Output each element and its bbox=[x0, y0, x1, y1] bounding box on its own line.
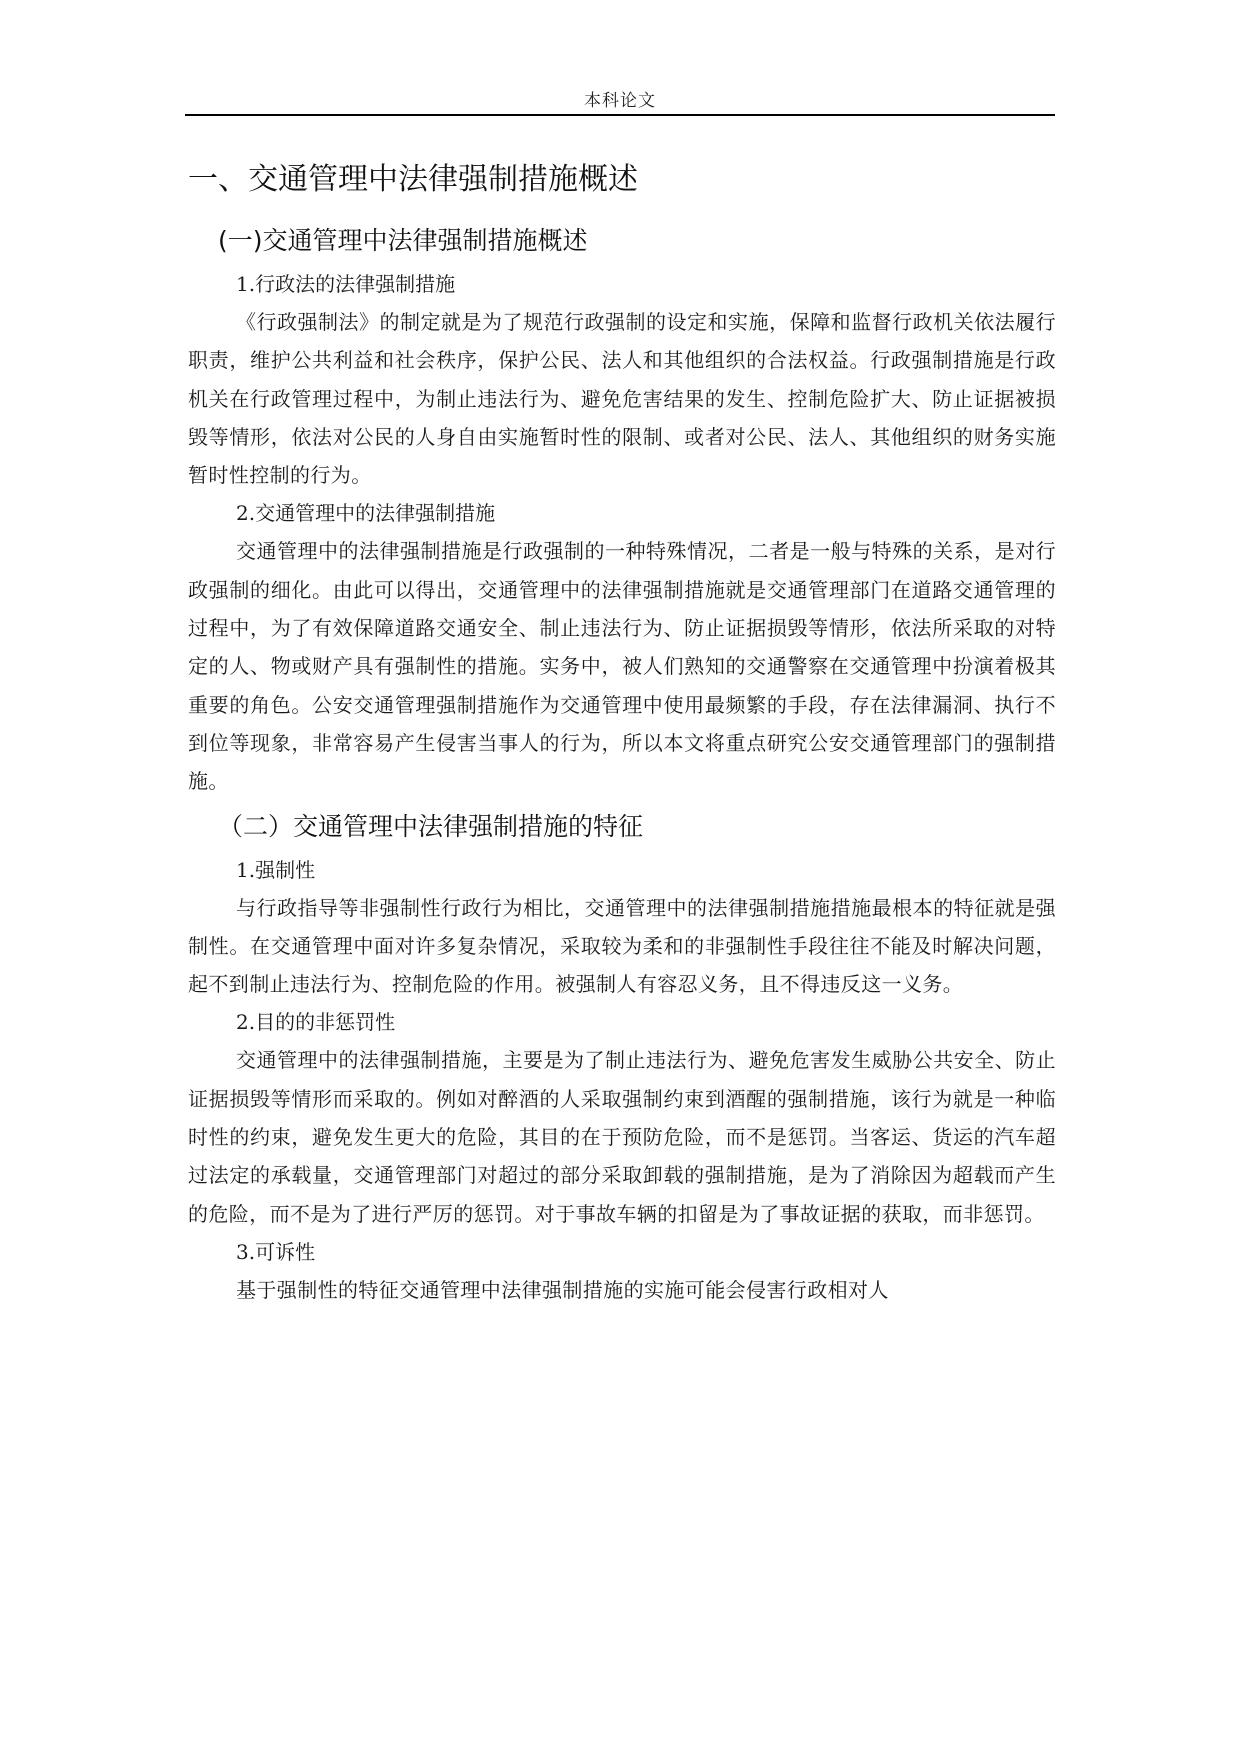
subsection-heading-2-3: 3.可诉性 bbox=[236, 1239, 316, 1264]
chapter-heading: 一、交通管理中法律强制措施概述 bbox=[188, 162, 638, 197]
paragraph-2-1: 与行政指导等非强制性行政行为相比，交通管理中的法律强制措施措施最根本的特征就是强制性。在交通管理中面对许多复杂情况，采取较为柔和的非强制性手段往往不能及时解决问题，起不到制止违法行为、控制危险的作用。被强制人有容忍义务，且不得违反这一义务。 bbox=[188, 895, 1056, 997]
section-heading-2: （二）交通管理中法律强制措施的特征 bbox=[218, 811, 644, 841]
page-header: 本科论文 bbox=[584, 91, 656, 111]
subsection-heading-2-1: 1.强制性 bbox=[236, 857, 316, 882]
document-body bbox=[188, 155, 1056, 1309]
paragraph-1-2: 交通管理中的法律强制措施是行政强制的一种特殊情况，二者是一般与特殊的关系，是对行政强制的细化。由此可以得出，交通管理中的法律强制措施就是交通管理部门在道路交通管理的过程中，为了有效保障道路交通安全、制止违法行为、防止证据损毁等情形，依法所采取的对特定的人、物或财产具有强制性的措施。实务中，被人们熟知的交通警察在交通管理中扮演着极其重要的角色。公安交通管理强制措施作为交通管理中使用最频繁的手段，存在法律漏洞、执行不到位等现象，非常容易产生侵害当事人的行为，所以本文将重点研究公安交通管理部门的强制措施。 bbox=[188, 539, 1056, 794]
subsection-heading-1-1: 1.行政法的法律强制措施 bbox=[236, 272, 456, 296]
subsection-heading-1-2: 2.交通管理中的法律强制措施 bbox=[236, 501, 496, 526]
paragraph-2-2: 交通管理中的法律强制措施，主要是为了制止违法行为、避免危害发生威胁公共安全、防止证据损毁等情形而采取的。例如对醉酒的人采取强制约束到酒醒的强制措施，该行为就是一种临时性的约束，避免发生更大的危险，其目的在于预防危险，而不是惩罚。当客运、货运的汽车超过法定的承载量，交通管理部门对超过的部分采取卸载的强制措施，是为了消除因为超载而产生的危险，而不是为了进行严厉的惩罚。对于事故车辆的扣留是为了事故证据的获取，而非惩罚。 bbox=[188, 1048, 1056, 1226]
header-rule bbox=[185, 114, 1055, 116]
section-heading-1: (一)交通管理中法律强制措施概述 bbox=[218, 226, 588, 255]
paragraph-2-3: 基于强制性的特征交通管理中法律强制措施的实施可能会侵害行政相对人 bbox=[236, 1277, 889, 1302]
paragraph-1-1: 《行政强制法》的制定就是为了规范行政强制的设定和实施，保障和监督行政机关依法履行职责，维护公共利益和社会秩序，保护公民、法人和其他组织的合法权益。行政强制措施是行政机关在行政管理过程中，为制止违法行为、避免危害结果的发生、控制危险扩大、防止证据被损毁等情形，依法对公民的人身自由实施暂时性的限制、或者对公民、法人、其他组织的财务实施暂时性控制的行为。 bbox=[188, 310, 1056, 488]
subsection-heading-2-2: 2.目的的非惩罚性 bbox=[236, 1010, 396, 1035]
